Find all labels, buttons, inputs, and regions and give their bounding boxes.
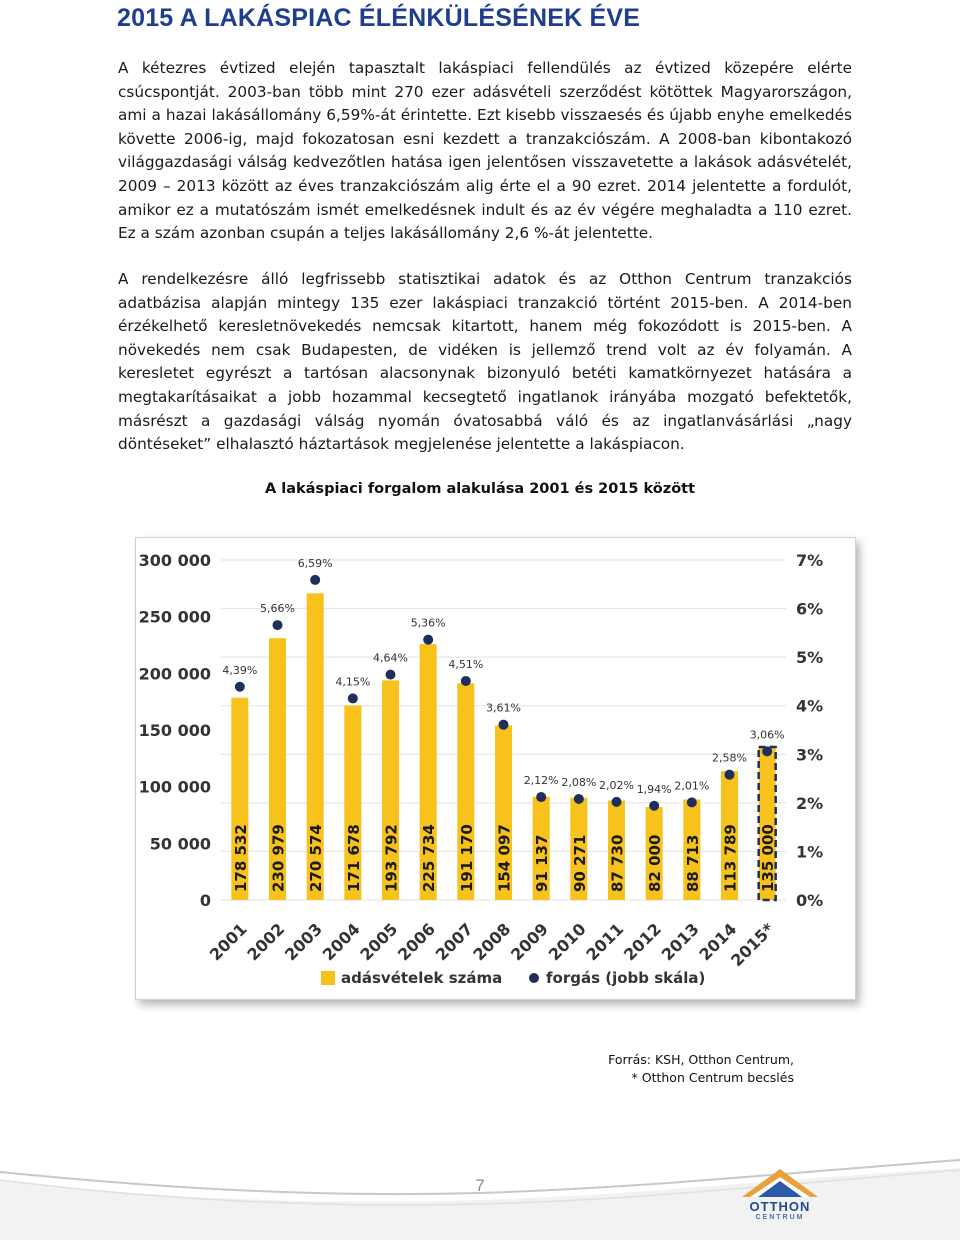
logo-subtext: CENTRUM <box>755 1214 805 1221</box>
right-axis-tick-label: 7% <box>796 551 824 570</box>
right-axis-tick-label: 2% <box>796 793 824 813</box>
turnover-point <box>235 682 245 692</box>
left-axis-tick-label: 250 000 <box>138 607 211 627</box>
house-roof-icon <box>730 1163 830 1203</box>
right-axis-tick-label: 1% <box>796 842 824 862</box>
turnover-point <box>536 792 546 802</box>
turnover-point <box>574 794 584 804</box>
legend-dot-swatch <box>529 973 539 983</box>
category-label: 2014 <box>695 919 741 965</box>
turnover-label: 3,61% <box>486 701 521 715</box>
bar-value-label: 225 734 <box>420 824 439 892</box>
turnover-point <box>612 797 622 807</box>
category-label: 2015* <box>727 919 778 971</box>
category-label: 2007 <box>431 919 477 965</box>
right-axis-tick-label: 6% <box>796 599 824 619</box>
bar-value-label: 230 979 <box>269 824 288 892</box>
left-axis-tick-label: 100 000 <box>138 777 211 797</box>
left-axis-tick-label: 200 000 <box>138 664 211 684</box>
bar-value-label: 193 792 <box>382 824 401 892</box>
bar-value-label: 171 678 <box>344 824 363 892</box>
chart-canvas <box>136 538 855 999</box>
turnover-label: 4,64% <box>373 651 408 665</box>
transactions-chart <box>135 537 856 1000</box>
turnover-point <box>687 797 697 807</box>
category-label: 2012 <box>620 919 665 965</box>
analysis-paragraph: A rendelkezésre álló legfrissebb statisztikai adatok és az Otthon Centrum tranzakciós adatbázisa alapján mintegy 135 ezer lakáspiaci tranzakció történt 2015-ben. A 2014-ben érzékelhető keresletnövekedés nemcsak kitartott, hanem még fokozódott is 2015-ben. A növekedés nem csak Budapesten, de vidéken is jellemző trend volt az év folyamán. A keresletet egyrészt a tartósan alacsonynak bizonyuló betéti kamatkörnyezet hatására a megtakarításaikat a jobb hozammal kecsegtető ingatlanok irányába mozgató befektetők, másrészt a gazdasági válság nyomán óvatosabbá váló és az ingatlanvásárlási „nagy döntéseket” elhalasztó háztartások megjelenése jelentette a lakáspiacon. <box>118 270 852 454</box>
category-label: 2005 <box>356 919 402 965</box>
left-axis-tick-label: 300 000 <box>138 551 211 570</box>
turnover-point <box>386 670 396 680</box>
chart-source <box>608 1051 794 1087</box>
turnover-label: 2,58% <box>712 751 747 765</box>
category-label: 2009 <box>507 919 552 965</box>
otthon-centrum-logo <box>730 1163 830 1229</box>
legend-bar-swatch <box>321 971 335 985</box>
category-label: 2006 <box>394 919 439 965</box>
turnover-label: 3,06% <box>749 728 785 742</box>
bar-value-label: 90 271 <box>570 834 589 892</box>
turnover-point <box>310 575 320 585</box>
turnover-label: 4,15% <box>335 675 371 689</box>
page-number: 7 <box>475 1176 485 1195</box>
bar-value-label: 191 170 <box>457 824 476 892</box>
turnover-label: 5,66% <box>260 602 295 616</box>
bar-value-label: 88 713 <box>683 834 702 892</box>
turnover-label: 5,36% <box>410 616 446 630</box>
turnover-label: 4,39% <box>222 663 258 677</box>
category-label: 2001 <box>205 919 251 965</box>
bar-value-label: 135 000 <box>759 824 778 892</box>
bar-value-label: 154 097 <box>495 824 514 892</box>
turnover-label: 6,59% <box>297 556 333 570</box>
category-label: 2004 <box>318 919 364 965</box>
bar-value-label: 113 789 <box>721 824 740 892</box>
right-axis-tick-label: 5% <box>796 648 824 668</box>
category-label: 2008 <box>469 919 515 965</box>
turnover-point <box>762 746 772 756</box>
turnover-label: 1,94% <box>636 782 672 796</box>
estimate-note: * Otthon Centrum becslés <box>631 1070 794 1085</box>
turnover-point <box>725 770 735 780</box>
right-axis-tick-label: 3% <box>796 745 824 765</box>
left-axis-tick-label: 150 000 <box>138 721 211 740</box>
right-axis-tick-label: 4% <box>796 696 824 716</box>
turnover-point <box>273 620 283 630</box>
turnover-point <box>461 676 471 686</box>
turnover-point <box>348 693 358 703</box>
turnover-label: 2,12% <box>523 774 559 788</box>
turnover-label: 2,01% <box>674 779 710 793</box>
bar-value-label: 178 532 <box>231 824 250 892</box>
page-title: 2015 A LAKÁSPIAC ÉLÉNKÜLÉSÉNEK ÉVE <box>117 4 641 32</box>
category-label: 2003 <box>281 919 326 965</box>
turnover-label: 2,02% <box>599 778 634 792</box>
left-axis-tick-label: 50 000 <box>149 834 211 854</box>
right-axis-tick-label: 0% <box>796 891 824 910</box>
bar-value-label: 91 137 <box>533 834 552 892</box>
category-label: 2011 <box>582 919 628 965</box>
turnover-point <box>499 720 509 730</box>
category-label: 2010 <box>544 919 590 965</box>
chart-title: A lakáspiaci forgalom alakulása 2001 és 2015 között <box>264 481 696 497</box>
intro-paragraph: A kétezres évtized elején tapasztalt lakáspiaci fellendülés az évtized közepére elérte csúcspontját. 2003-ban több mint 270 ezer adásvételi szerződést kötöttek Magyarországon, ami a hazai lakásállomány 6,59%-át érintette. Ezt kisebb visszaesés és újabb enyhe emelkedés követte 2006-ig, majd fokozatosan esni kezdett a tranzakciószám. A 2008-ban kibontakozó világgazdasági válság kedvezőtlen hatása igen jelentősen visszavetette a lakások adásvételét, 2009 – 2013 között az éves tranzakciószám alig érte el a 90 ezret. 2014 jelentette a fordulót, amikor ez a mutatószám ismét emelkedésnek indult és az év végére meghaladta a 110 ezret. Ez a szám azonban csupán a teljes lakásállomány 2,6 %-át jelentette. <box>118 59 852 243</box>
bar-value-label: 87 730 <box>608 834 627 892</box>
logo-text: OTTHON <box>749 1199 811 1214</box>
turnover-label: 4,51% <box>448 657 484 671</box>
legend-dot-label: forgás (jobb skála) <box>546 969 706 987</box>
left-axis-tick-label: 0 <box>199 891 211 910</box>
turnover-point <box>649 801 659 811</box>
legend-bar-label: adásvételek száma <box>341 969 503 987</box>
source-line: Forrás: KSH, Otthon Centrum, <box>608 1052 794 1067</box>
bar-value-label: 270 574 <box>307 824 326 892</box>
turnover-point <box>423 635 433 645</box>
bar-value-label: 82 000 <box>646 834 665 892</box>
category-label: 2002 <box>243 919 289 965</box>
turnover-label: 2,08% <box>561 775 597 789</box>
category-label: 2013 <box>657 919 703 965</box>
